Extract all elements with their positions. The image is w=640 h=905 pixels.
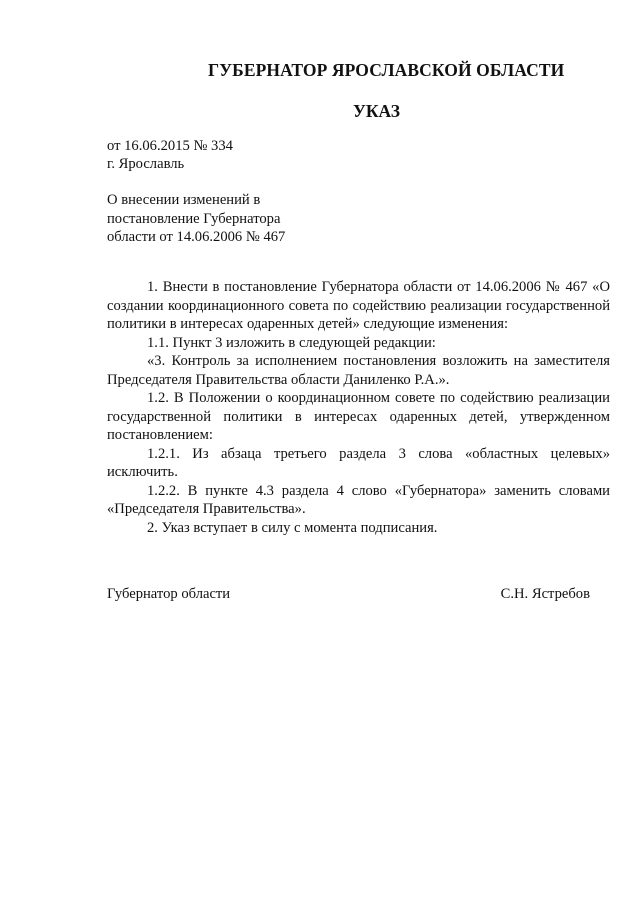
subject-line: постановление Губернатора (107, 210, 281, 227)
body-paragraph: 1.1. Пункт 3 изложить в следующей редакции: (147, 334, 436, 351)
document-type: УКАЗ (353, 101, 400, 121)
city: г. Ярославль (107, 156, 185, 172)
date-number: от 16.06.2015 № 334 (107, 138, 233, 154)
signatory-position: Губернатор области (107, 586, 231, 602)
body-paragraph: 2. Указ вступает в силу с момента подписания. (147, 519, 438, 536)
subject-line: области от 14.06.2006 № 467 (107, 229, 286, 245)
signatory-name: С.Н. Ястребов (500, 586, 590, 602)
document-meta (107, 137, 233, 173)
document-subject (107, 191, 285, 247)
body-paragraph: 1.2. В Положении о координационном совете по содействию реализации государственной политики в интересах одаренных детей, утвержденном постановлением: (107, 390, 610, 443)
body-paragraph: «3. Контроль за исполнением постановления возложить на заместителя Председателя Правительства области Даниленко Р.А.». (107, 353, 610, 388)
body-paragraph: 1.2.2. В пункте 4.3 раздела 4 слово «Губернатора» заменить словами «Председателя Правительства». (107, 482, 610, 517)
body-paragraph: 1. Внести в постановление Губернатора области от 14.06.2006 № 467 «О создании координационного совета по содействию реализации государственной политики в интересах одаренных детей» следующие изменения: (107, 279, 610, 332)
issuing-authority: ГУБЕРНАТОР ЯРОСЛАВСКОЙ ОБЛАСТИ (208, 60, 565, 80)
signature-block (107, 586, 590, 603)
document-body (107, 278, 610, 537)
subject-line: О внесении изменений в (107, 192, 261, 208)
body-paragraph: 1.2.1. Из абзаца третьего раздела 3 слова «областных целевых» исключить. (107, 445, 610, 480)
